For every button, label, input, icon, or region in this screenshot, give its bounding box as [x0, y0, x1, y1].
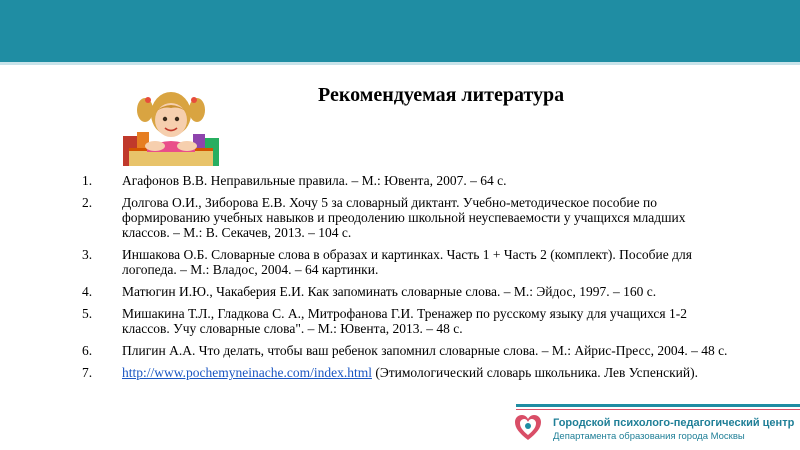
- center-logo-icon: [513, 413, 543, 443]
- reference-item: [82, 365, 732, 380]
- reference-text: (Этимологический словарь школьника. Лев Успенский).: [371, 365, 698, 380]
- reference-number: 1.: [82, 173, 93, 188]
- reference-item: [82, 306, 732, 336]
- header-divider: [0, 62, 800, 65]
- reference-number: 2.: [82, 195, 93, 210]
- reference-number: 6.: [82, 343, 93, 358]
- footer-accent-line: [516, 409, 800, 410]
- header-bar: [0, 0, 800, 62]
- reference-item: [82, 284, 732, 299]
- reference-item: [82, 343, 732, 358]
- reference-item: [82, 173, 732, 188]
- department-name: Департамента образования города Москвы: [553, 431, 745, 442]
- footer-divider: [516, 404, 800, 407]
- reference-number: 4.: [82, 284, 93, 299]
- reference-text: Плигин А.А. Что делать, чтобы ваш ребенок запомнил словарные слова. – М.: Айрис-Пресс, 2004. – 48 с.: [122, 343, 728, 358]
- etymology-dictionary-link[interactable]: http://www.pochemyneinache.com/index.html: [122, 365, 372, 380]
- reference-list: [82, 173, 732, 387]
- reference-number: 7.: [82, 365, 93, 380]
- girl-with-books-image: [121, 84, 221, 166]
- reference-item: [82, 247, 732, 277]
- reference-text: Иншакова О.Б. Словарные слова в образах и картинках. Часть 1 + Часть 2 (комплект). Пособие для логопеда. – М.: Владос, 2004. – 64 картинки.: [122, 247, 692, 277]
- center-name: Городской психолого-педагогический центр: [553, 417, 795, 429]
- reference-item: [82, 195, 732, 240]
- slide-title: Рекомендуемая литература: [318, 84, 565, 106]
- reference-text: Мишакина Т.Л., Гладкова С. А., Митрофанова Г.И. Тренажер по русскому языку для учащихся 1-2 классов. Учу словарные слова". – М.: Ювента, 2013. – 48 с.: [122, 306, 687, 336]
- reference-text: Агафонов В.В. Неправильные правила. – М.: Ювента, 2007. – 64 с.: [122, 173, 507, 188]
- reference-text: Долгова О.И., Зиборова Е.В. Хочу 5 за словарный диктант. Учебно-методическое пособие по формированию учебных навыков и преодолению школьной неуспеваемости у учащихся младших классов. – М.: В. Секачев, 2013. – 104 с.: [122, 195, 686, 240]
- reference-number: 3.: [82, 247, 93, 262]
- reference-text: Матюгин И.Ю., Чакаберия Е.И. Как запоминать словарные слова. – М.: Эйдос, 1997. – 160 с.: [122, 284, 657, 299]
- reference-number: 5.: [82, 306, 93, 321]
